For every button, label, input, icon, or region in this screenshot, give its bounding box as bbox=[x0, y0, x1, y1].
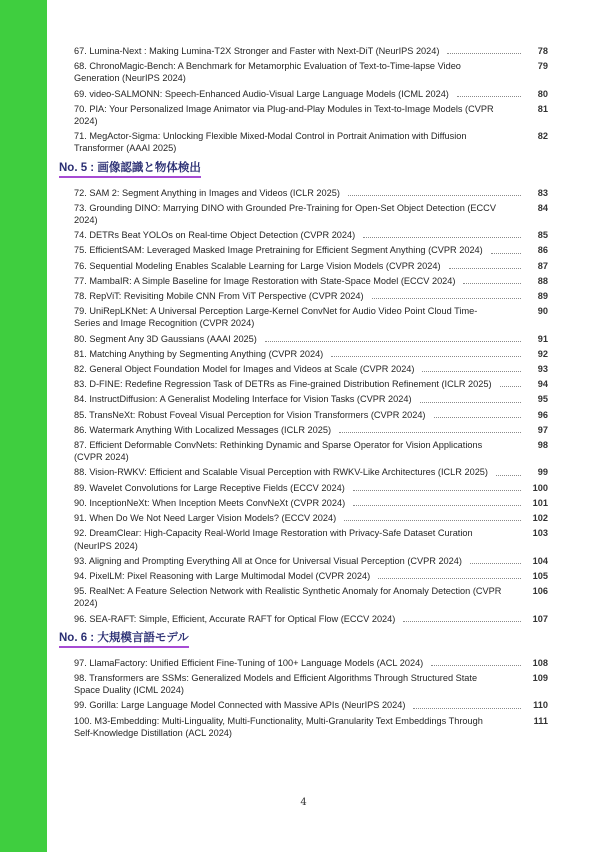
toc-entry-title: 73. Grounding DINO: Marrying DINO with Grounded Pre-Training for Open-Set Object Detection (ECCV 2024) bbox=[74, 202, 496, 226]
dot-leader bbox=[348, 195, 521, 196]
dot-leader bbox=[491, 253, 521, 254]
toc-entry-title: 90. InceptionNeXt: When Inception Meets ConvNeXt (CVPR 2024) bbox=[74, 497, 346, 508]
toc-entry-page: 100 bbox=[532, 482, 548, 493]
toc-entry-page: 102 bbox=[532, 513, 548, 524]
dot-leader bbox=[434, 417, 522, 418]
toc-entry-title: 80. Segment Any 3D Gaussians (AAAI 2025) bbox=[74, 333, 257, 344]
toc-entry-title: 75. EfficientSAM: Leveraged Masked Image Pretraining for Efficient Segment Anything (CVPR 2024) bbox=[74, 245, 483, 256]
toc-entry-page: 95 bbox=[537, 394, 548, 405]
toc-entry[interactable] bbox=[74, 187, 548, 199]
toc-entry-page: 88 bbox=[537, 275, 548, 286]
toc-entry-title: 70. PIA: Your Personalized Image Animator via Plug-and-Play Modules in Text-to-Image Models (CVPR 2024) bbox=[74, 103, 494, 127]
toc-entry[interactable] bbox=[74, 378, 548, 390]
toc-entry[interactable] bbox=[74, 244, 548, 256]
toc-entry-title: 76. Sequential Modeling Enables Scalable Learning for Large Vision Models (CVPR 2024) bbox=[74, 260, 441, 271]
dot-leader bbox=[457, 96, 521, 97]
toc-entry-title: 100. M3-Embedding: Multi-Linguality, Multi-Functionality, Multi-Granularity Text Embeddings Through Self-Knowledge Distillation (ACL 2024) bbox=[74, 715, 483, 738]
toc-entry-page: 92 bbox=[537, 348, 548, 359]
dot-leader bbox=[403, 621, 521, 622]
toc-entry[interactable] bbox=[74, 202, 548, 226]
dot-leader bbox=[496, 475, 521, 476]
toc-entry-page: 89 bbox=[537, 291, 548, 302]
toc-entry-page: 98 bbox=[537, 440, 548, 451]
toc-entry[interactable] bbox=[74, 409, 548, 421]
dot-leader bbox=[378, 578, 521, 579]
toc-entry-title: 83. D-FINE: Redefine Regression Task of DETRs as Fine-grained Distribution Refinement (ICLR 2025) bbox=[74, 379, 492, 390]
toc-entry-page: 82 bbox=[537, 131, 548, 142]
toc-entry-title: 87. Efficient Deformable ConvNets: Rethinking Dynamic and Sparse Operator for Vision Applications (CVPR 2024) bbox=[74, 440, 483, 463]
toc-entry-page: 109 bbox=[532, 672, 548, 683]
toc-entry-page: 90 bbox=[537, 306, 548, 317]
toc-entry-title: 72. SAM 2: Segment Anything in Images and Videos (ICLR 2025) bbox=[74, 187, 340, 198]
toc-entry-title: 98. Transformers are SSMs: Generalized Models and Efficient Algorithms Through Structured State Space Duality (ICML 2024) bbox=[74, 672, 478, 696]
toc-entry-title: 79. UniRepLKNet: A Universal Perception Large-Kernel ConvNet for Audio Video Point Cloud Time-Series and Image Recognition (CVPR 2024) bbox=[74, 306, 478, 329]
toc-entry[interactable] bbox=[74, 45, 548, 57]
toc-entry[interactable] bbox=[74, 88, 548, 100]
dot-leader bbox=[420, 402, 521, 403]
dot-leader bbox=[265, 341, 521, 342]
toc-entry[interactable] bbox=[74, 497, 548, 509]
toc-entry[interactable] bbox=[74, 439, 548, 463]
dot-leader bbox=[353, 505, 521, 506]
toc-entry-title: 99. Gorilla: Large Language Model Connected with Massive APIs (NeurIPS 2024) bbox=[74, 700, 406, 711]
toc-entry[interactable] bbox=[74, 527, 548, 551]
section-heading: No. 5 : 画像認識と物体検出 bbox=[59, 161, 201, 178]
dot-leader bbox=[344, 520, 521, 521]
toc-entry-page: 84 bbox=[537, 202, 548, 213]
toc-entry-page: 104 bbox=[532, 555, 548, 566]
toc-entry-title: 81. Matching Anything by Segmenting Anything (CVPR 2024) bbox=[74, 348, 324, 359]
toc-entry-title: 74. DETRs Beat YOLOs on Real-time Object Detection (CVPR 2024) bbox=[74, 230, 356, 241]
toc-entry[interactable] bbox=[74, 699, 548, 711]
dot-leader bbox=[422, 371, 521, 372]
toc-entry-page: 108 bbox=[532, 657, 548, 668]
toc-entry-page: 107 bbox=[532, 613, 548, 624]
dot-leader bbox=[449, 268, 521, 269]
toc-entry[interactable] bbox=[74, 229, 548, 241]
dot-leader bbox=[431, 665, 521, 666]
toc-entry-title: 77. MambaIR: A Simple Baseline for Image Restoration with State-Space Model (ECCV 2024) bbox=[74, 275, 456, 286]
toc-entry-title: 82. General Object Foundation Model for Images and Videos at Scale (CVPR 2024) bbox=[74, 364, 415, 375]
toc-entry-page: 86 bbox=[537, 245, 548, 256]
toc-entry-page: 83 bbox=[537, 187, 548, 198]
side-color-bar bbox=[0, 0, 47, 852]
toc-entry-page: 85 bbox=[537, 230, 548, 241]
dot-leader bbox=[331, 356, 521, 357]
toc-entry[interactable] bbox=[74, 585, 548, 609]
toc-entry[interactable] bbox=[74, 715, 548, 739]
toc-entry[interactable] bbox=[74, 60, 548, 84]
dot-leader bbox=[413, 708, 521, 709]
toc-entry-page: 87 bbox=[537, 260, 548, 271]
toc-entry-page: 94 bbox=[537, 379, 548, 390]
table-of-contents bbox=[59, 45, 548, 742]
toc-entry[interactable] bbox=[74, 393, 548, 405]
toc-entry[interactable] bbox=[74, 555, 548, 567]
toc-entry-title: 85. TransNeXt: Robust Foveal Visual Perception for Vision Transformers (CVPR 2024) bbox=[74, 409, 426, 420]
dot-leader bbox=[353, 490, 521, 491]
toc-entry-page: 96 bbox=[537, 409, 548, 420]
toc-entry[interactable] bbox=[74, 348, 548, 360]
toc-entry-title: 92. DreamClear: High-Capacity Real-World Image Restoration with Privacy-Safe Dataset Curation (NeurIPS 2024) bbox=[74, 528, 473, 551]
toc-entry[interactable] bbox=[74, 290, 548, 302]
toc-entry[interactable] bbox=[74, 333, 548, 345]
dot-leader bbox=[339, 432, 521, 433]
toc-entry-title: 97. LlamaFactory: Unified Efficient Fine-Tuning of 100+ Language Models (ACL 2024) bbox=[74, 657, 424, 668]
section-heading: No. 6 : 大規模言語モデル bbox=[59, 631, 189, 648]
dot-leader bbox=[463, 283, 521, 284]
toc-entry-page: 101 bbox=[532, 497, 548, 508]
toc-entry-title: 84. InstructDiffusion: A Generalist Modeling Interface for Vision Tasks (CVPR 2024) bbox=[74, 394, 412, 405]
toc-entry-title: 91. When Do We Not Need Larger Vision Models? (ECCV 2024) bbox=[74, 513, 337, 524]
toc-entry[interactable] bbox=[74, 103, 548, 127]
toc-entry-title: 86. Watermark Anything With Localized Messages (ICLR 2025) bbox=[74, 424, 332, 435]
toc-entry[interactable] bbox=[74, 482, 548, 494]
toc-entry-page: 110 bbox=[533, 700, 548, 711]
toc-entry-title: 88. Vision-RWKV: Efficient and Scalable Visual Perception with RWKV-Like Architectures (ICLR 2025) bbox=[74, 467, 488, 478]
toc-entry[interactable] bbox=[74, 424, 548, 436]
toc-entry-page: 79 bbox=[537, 61, 548, 72]
dot-leader bbox=[447, 53, 521, 54]
toc-entry-page: 106 bbox=[532, 586, 548, 597]
toc-entry-title: 78. RepViT: Revisiting Mobile CNN From ViT Perspective (CVPR 2024) bbox=[74, 291, 364, 302]
dot-leader bbox=[500, 386, 521, 387]
page-number: 4 bbox=[300, 797, 307, 808]
toc-entry-title: 89. Wavelet Convolutions for Large Receptive Fields (ECCV 2024) bbox=[74, 482, 345, 493]
toc-entry-page: 80 bbox=[537, 88, 548, 99]
toc-entry-title: 68. ChronoMagic-Bench: A Benchmark for Metamorphic Evaluation of Text-to-Time-lapse Video Generation (NeurIPS 2024) bbox=[74, 61, 461, 84]
toc-entry-page: 97 bbox=[537, 424, 548, 435]
dot-leader bbox=[470, 563, 521, 564]
toc-entry-title: 69. video-SALMONN: Speech-Enhanced Audio-Visual Large Language Models (ICML 2024) bbox=[74, 88, 449, 99]
toc-entry-title: 96. SEA-RAFT: Simple, Efficient, Accurate RAFT for Optical Flow (ECCV 2024) bbox=[74, 613, 396, 624]
toc-entry-title: 94. PixelLM: Pixel Reasoning with Large Multimodal Model (CVPR 2024) bbox=[74, 570, 371, 581]
toc-entry-page: 91 bbox=[537, 333, 548, 344]
toc-entry[interactable] bbox=[74, 672, 548, 696]
toc-entry-title: 95. RealNet: A Feature Selection Network with Realistic Synthetic Anomaly for Anomaly Detection (CVPR 2024) bbox=[74, 586, 502, 609]
toc-entry-title: 71. MegActor-Sigma: Unlocking Flexible Mixed-Modal Control in Portrait Animation with Diffusion Transformer (AAAI 2025) bbox=[74, 131, 467, 154]
toc-entry[interactable] bbox=[74, 466, 548, 478]
toc-entry-page: 81 bbox=[537, 103, 548, 114]
toc-entry[interactable] bbox=[74, 613, 548, 625]
toc-entry-page: 93 bbox=[537, 364, 548, 375]
toc-entry[interactable] bbox=[74, 130, 548, 154]
toc-entry-page: 111 bbox=[533, 715, 548, 726]
toc-entry-page: 78 bbox=[537, 46, 548, 56]
toc-entry[interactable] bbox=[74, 305, 548, 329]
toc-entry[interactable] bbox=[74, 570, 548, 582]
toc-entry-page: 105 bbox=[532, 570, 548, 581]
toc-entry[interactable] bbox=[74, 657, 548, 669]
toc-entry[interactable] bbox=[74, 512, 548, 524]
toc-entry[interactable] bbox=[74, 260, 548, 272]
toc-entry-page: 103 bbox=[532, 528, 548, 539]
toc-entry-title: 67. Lumina-Next : Making Lumina-T2X Stronger and Faster with Next-DiT (NeurIPS 2024) bbox=[74, 46, 440, 56]
toc-entry[interactable] bbox=[74, 275, 548, 287]
toc-entry-title: 93. Aligning and Prompting Everything All at Once for Universal Visual Perception (CVPR 2024) bbox=[74, 555, 462, 566]
dot-leader bbox=[372, 298, 521, 299]
toc-entry-page: 99 bbox=[537, 467, 548, 478]
dot-leader bbox=[363, 237, 521, 238]
toc-entry[interactable] bbox=[74, 363, 548, 375]
